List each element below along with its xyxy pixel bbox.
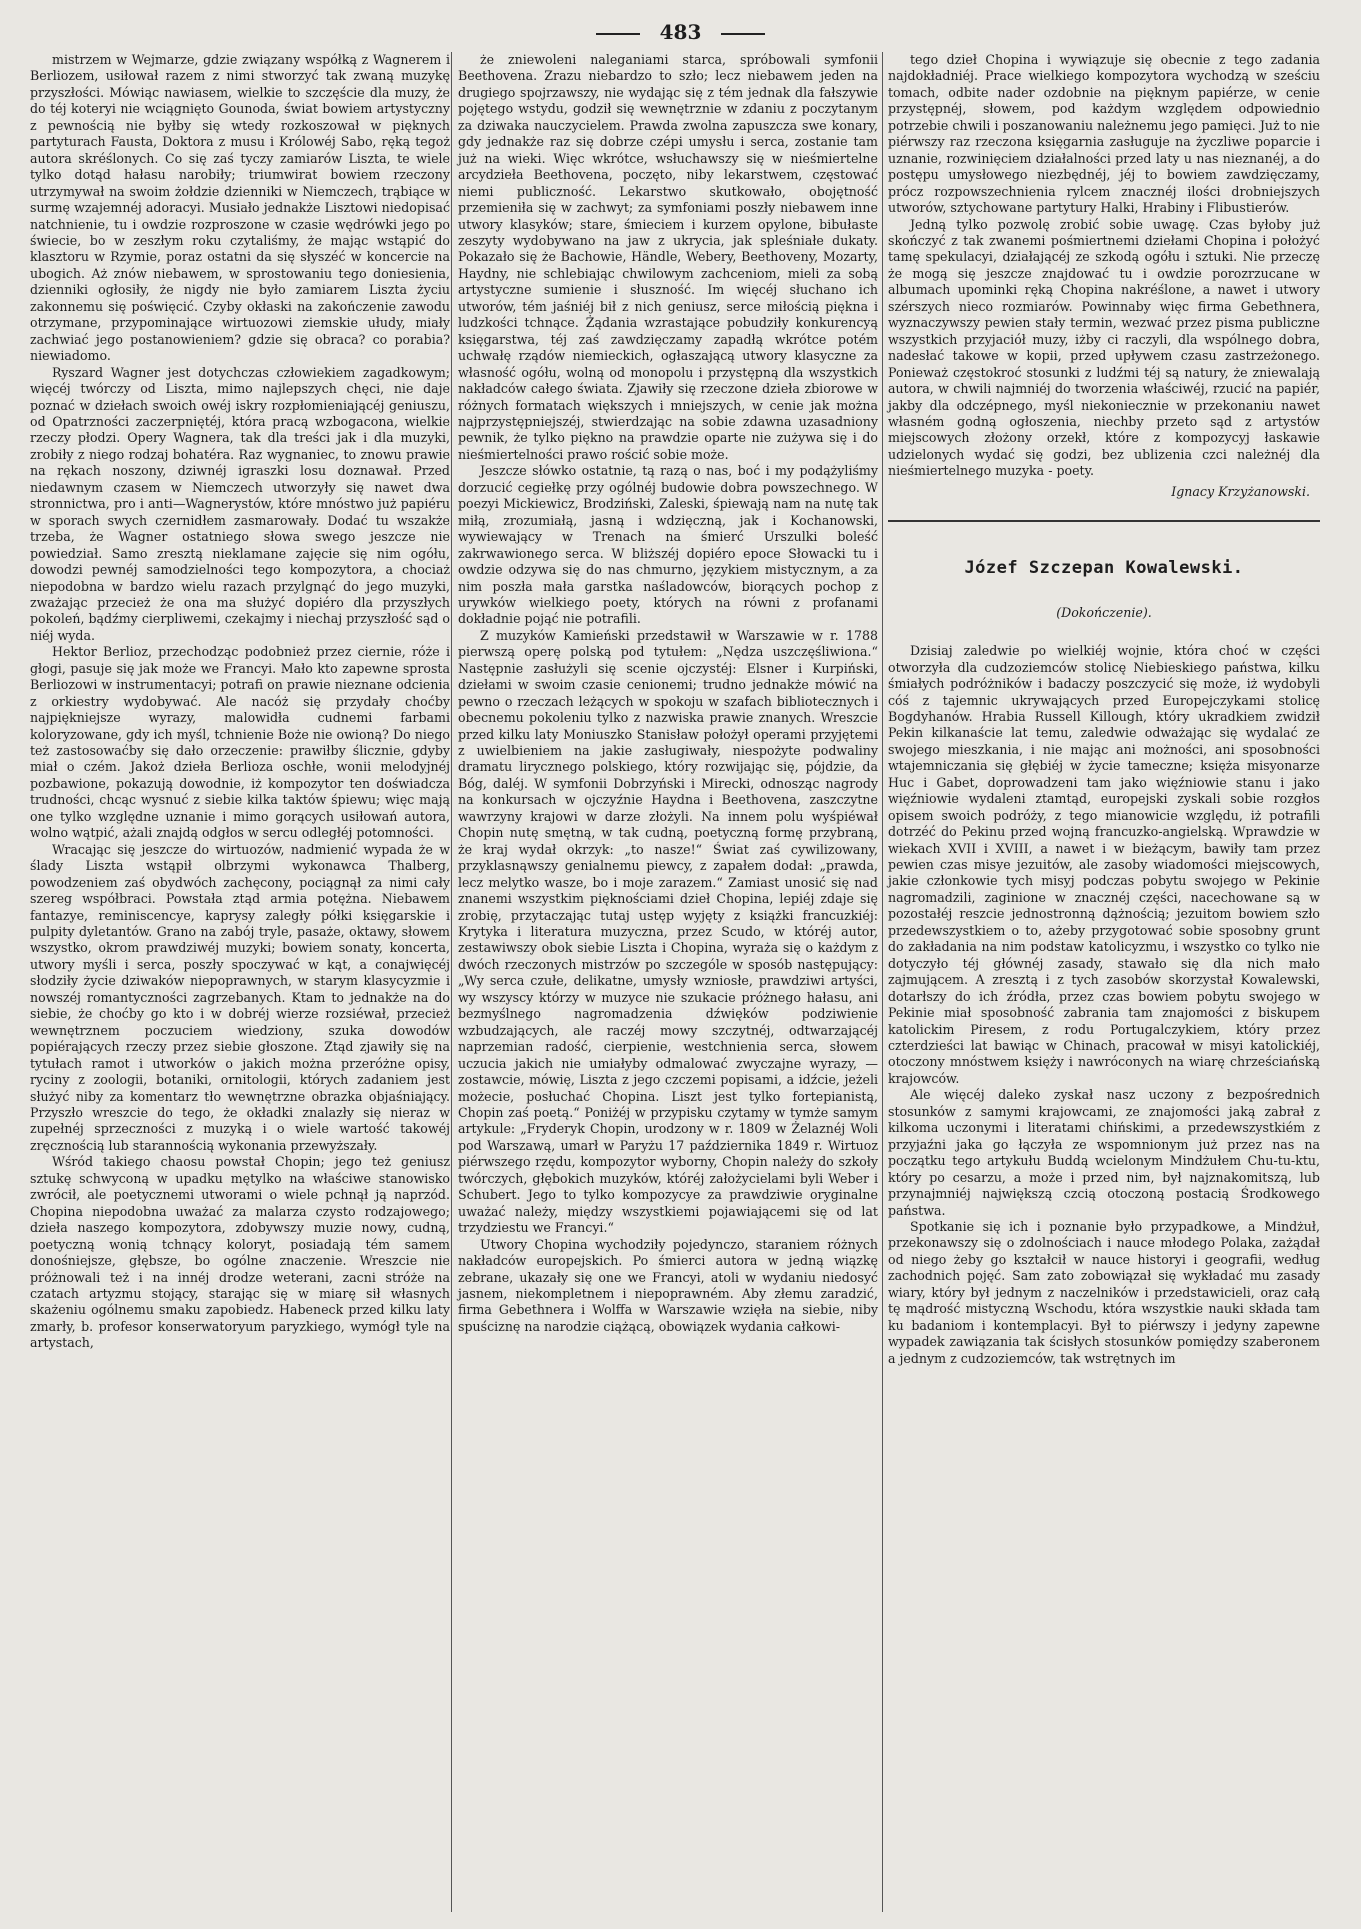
- paragraph: Wśród takiego chaosu powstał Chopin; jego też geniusz sztukę schwyconą w upadku mętylko na właściwe stanowisko zwrócił, ale poetycznemi utworami o wiele pchnął ją naprzód. Chopina niepodobna uważać za malarza czysto rodzajowego; dzieła naszego kompozytora, zdobywszy muzie nowy, cudną, poetyczną wonią tchnący koloryt, posiadają tém samem donośniejsze, głębsze, bo ogólne znaczenie. Wreszcie nie próżnowali też i na innéj drodze weterani, zacni stróże na czatach artyzmu stojący, starając się w miarę sił własnych skażeniu ogólnemu smaku zapobiedz. Habeneck przed kilku laty zmarły, b. profesor konserwatoryum paryzkiego, wymógł tyle na artystach,: [30, 1154, 450, 1351]
- article-subtitle: (Dokończenie).: [1056, 604, 1152, 620]
- paragraph: Ryszard Wagner jest dotychczas człowiekiem zagadkowym; więcéj twórczy od Liszta, mimo najlepszych chęci, nie daje poznać w dziełach swoich owéj iskry rozpłomieniającéj geniuszu, od Opatrzności zaczerpniętéj, która pracą wzbogacona, wielkie rzeczy płodzi. Opery Wagnera, tak dla treści jak i dla muzyki, zrobiły z niego rodzaj bohatéra. Raz wygnaniec, to znowu prawie na rękach noszony, dziwnéj igraszki losu doznawał. Przed niedawnym czasem w Niemczech utworzyły się nawet dwa stronnictwa, pro i anti—Wagnerystów, które mnóstwo już papiéru w sporach swych czernidłem zasmarowały. Dodać tu wszakże trzeba, że Wagner ostatniego słowa swego jeszcze nie powiedział. Samo zresztą nieklamane zajęcie się nim ogółu, dowodzi pewnéj samodzielności tego kompozytora, a chociaż niepodobna w bardzo wielu razach przylgnąć do jego muzyki, zważając przecież że ona ma służyć dopiéro dla przyszłych pokoleń, bądźmy cierpliwemi, czekajmy i niechaj przyszłość sąd o niéj wyda.: [30, 364, 450, 643]
- paragraph: Spotkanie się ich i poznanie było przypadkowe, a Mindżuł, przekonawszy się o zdolnościach i nauce młodego Polaka, zażądał od niego żeby go kształcił w nauce historyi i geografii, według zachodnich pojęć. Sam zato zobowiązał się wykładać mu zasady wiary, który był jednym z naczelników i przedstawicieli, oraz całą tę mądrość mistyczną Wschodu, która wszystkie nauki składa tam ku badaniom i kontemplacyi. Był to piérwszy i jedyny zapewne wypadek zawiązania tak ścisłych stosunków pomiędzy szaberonem a jednym z cudzoziemców, tak wstrętnych im: [888, 1219, 1320, 1366]
- paragraph: Ale więcéj daleko zyskał nasz uczony z bezpośrednich stosunków z samymi krajowcami, ze znajomości jaką zabrał z kilkoma uczonymi i literatami chińskimi, a przedewszystkiém z przyjaźni jaka go łączyła ze wspomnionym już przez nas na początku tego artykułu Buddą wcielonym Mindżułem Chu-tu-ktu, który po cesarzu, a może i przed nim, był najznakomitszą, lub przynajmniéj największą czcią otoczoną postacią Środkowego państwa.: [888, 1087, 1320, 1218]
- column-1: [30, 52, 450, 1352]
- paragraph: Jeszcze słówko ostatnie, tą razą o nas, boć i my podążyliśmy dorzucić cegiełkę przy ogólnéj budowie dobra powszechnego. W poezyi Mickiewicz, Brodziński, Zaleski, śpiewają nam na nutę tak miłą, zrozumiałą, jasną i wdzięczną, jak i Kochanowski, wywiewający w Trenach na śmierć Urszulki boleść zakrwawionego serca. W bliższéj dopiéro epoce Słowacki tu i owdzie odzywa się do nas chmurno, językiem mistycznym, a za nim poszła mała garstka naśladowców, biorących pochop z urywków wielkiego poety, których na równi z profanami dokładnie pojąć nie potrafili.: [458, 463, 878, 627]
- paragraph: Wracając się jeszcze do wirtuozów, nadmienić wypada że w ślady Liszta wstąpił olbrzymi wykonawca Thalberg, powodzeniem zaś obydwóch zachęcony, pociągnął za nimi cały szereg współbraci. Powstała ztąd armia potężna. Niebawem fantazye, reminiscencye, kaprysy zaległy półki księgarskie i pulpity dyletantów. Grano na zabój tryle, pasaże, oktawy, słowem wszystko, okrom prawdziwéj muzyki; bowiem sonaty, koncerta, utwory myśli i serca, poszły spoczywać w kąt, a conajwięcéj słodziły życie dziwaków niepoprawnych, w starym klasycyzmie i nowszéj romantyczności zagrzebanych. Ktam to jednakże na do siebie, że choćby go kto i w dobréj wierze rozsiéwał, przecież wewnętrznem poczuciem wiedziony, szuka dowodów popiérających rzeczy przez siebie głoszone. Ztąd zjawiły się na tytułach ramot i utworków o jakich można przeróżne opisy, ryciny z zoologii, botaniki, ornitologii, których zadaniem jest służyć niby za komentarz tło wewnętrzne obrazka objaśniający. Przyszło wreszcie do tego, że okładki znalazły się nieraz w zupełnéj sprzeczności z muzyką i o wiele wartość takowéj zręcznością lub starannością wykonania przewyższały.: [30, 841, 450, 1153]
- article-title: Józef Szczepan Kowalewski.: [964, 558, 1244, 579]
- paragraph: Utwory Chopina wychodziły pojedynczo, staraniem różnych nakładców europejskich. Po śmierci autora w jedną wiązkę zebrane, ukazały się one we Francyi, atoli w wydaniu niedosyć jasnem, niekompletnem i niepoprawném. Aby złemu zaradzić, firma Gebethnera i Wolffa w Warszawie wzięła na siebie, niby spuściznę na narodzie ciążącą, obowiązek wydania całkowi-: [458, 1236, 878, 1334]
- page-number: [0, 20, 1361, 44]
- column-divider: [451, 52, 452, 1912]
- author-signature: Ignacy Krzyżanowski.: [1171, 483, 1310, 499]
- paragraph: Z muzyków Kamieński przedstawił w Warszawie w r. 1788 pierwszą operę polską pod tytułem: „Nędza uszczęśliwiona.“ Następnie zasłużyli się scenie ojczystéj: Elsner i Kurpiński, dziełami w swoim czasie cenionemi; trudno jednakże mówić na pewno o rzeczach leżących w spokoju w szafach bibliotecznych i obecnemu pokoleniu tylko z nazwiska prawie znanych. Wreszcie przed kilku laty Moniuszko Stanisław położył operami przyjętemi z uwielbieniem na jakie zasługiwały, niespożyte podwaliny dramatu lirycznego polskiego, który rozwijając się, pójdzie, da Bóg, daléj. W symfonii Dobrzyński i Mirecki, odnosząc nagrody na konkursach w ojczyźnie Haydna i Beethovena, zaszczytne wawrzyny krajowi w darze złożyli. Na innem polu wyśpiéwał Chopin nutę smętną, w tak cudną, poetyczną formę przybraną, że kraj wydał okrzyk: „to nasze!“ Świat zaś cywilizowany, przyklasnąwszy genialnemu piewcy, z zapałem dodał: „prawda, lecz melytko wasze, bo i moje zarazem.“ Zamiast unosić się nad znanemi wszystkim pięknościami dzieł Chopina, lepiéj zdaje się zrobię, przytaczając tutaj ustęp wyjęty z książki francuzkiéj: Krytyka i literatura muzyczna, przez Scudo, w któréj autor, zestawiwszy obok siebie Liszta i Chopina, wyraża się o każdym z dwóch rzeczonych mistrzów po szczególe w sposób następujący: „Wy serca czułe, delikatne, umysły wzniosłe, prawdziwi artyści, wy wszyscy którzy w muzyce nie szukacie próżnego hałasu, ani bezmyślnego nagromadzenia dźwięków podziwienie wzbudzających, ale raczéj mowy szczytnéj, odtwarzającéj naprzemian radość, cierpienie, westchnienia serca, słowem uczucia jakich nie umiałyby odmalować zwyczajne wyrazy, — zostawcie, mówię, Liszta z jego czczemi popisami, a idźcie, jeżeli możecie, posłuchać Chopina. Liszt jest tylko fortepianistą, Chopin zaś poetą.“ Poniżéj w przypisku czytamy w tymże samym artykule: „Fryderyk Chopin, urodzony w r. 1809 w Żelaznéj Woli pod Warszawą, umarł w Paryżu 17 października 1849 r. Wirtuoz piérwszego rzędu, kompozytor wyborny, Chopin należy do szkoły twórczych, głębokich muzyków, któréj założycielami byli Weber i Schubert. Jego to tylko kompozycye za prawdziwie oryginalne uważać należy, między wszystkiemi pojawiającemi się od lat trzydziestu we Francyi.“: [458, 627, 878, 1236]
- column-divider: [882, 52, 883, 1912]
- paragraph: Hektor Berlioz, przechodząc podobnież przez ciernie, róże i głogi, pasuje się jak może we Francyi. Mało kto zapewne sprosta Berliozowi w instrumentacyi; potrafi on prawie nieznane odcienia z orkiestry wydobywać. Ale nacóż się przydały choćby najpiękniejsze wyrazy, malowidła cudnemi farbami koloryzowane, gdy ich myśl, tchnienie Boże nie owioną? Do niego też zastosowaćby się dało orzeczenie: prawiłby ślicznie, gdyby miał o czém. Jakoż dzieła Berlioza oschłe, wonii melodyjnéj pozbawione, pokazują dowodnie, iż kompozytor ten doświadcza trudności, chcąc wysnuć z siebie kilka taktów śpiewu; więc mają one tylko względne uznanie i mimo gorących usiłowań autora, wolno wątpić, ażali znajdą odgłos w sercu odległéj potomności.: [30, 644, 450, 841]
- paragraph: Dzisiaj zaledwie po wielkiéj wojnie, która choć w części otworzyła dla cudzoziemców stolicę Niebieskiego państwa, kilku śmiałych podróżników i badaczy poszczycić się może, iż wydobyli cóś z tajemnic ukrywających przed Europejczykami stolicę Bogdyhanów. Hrabia Russell Killough, który ukradkiem zwidził Pekin kilkanaście lat temu, zaledwie odważając się wydalać ze swojego mieszkania, i nie mając ani możności, ani sposobności wtajemniczania się głębiéj w życie tameczne; księża misyonarze Huc i Gabet, doprowadzeni tam jako więźniowie stanu i jako więźniowie wydaleni ztamtąd, europejski zyskali sobie rozgłos opisem swoich podróży, z tego mianowicie względu, iż potrafili dotrzéć do Pekinu przed wojną francuzko-angielską. Wprawdzie w wiekach XVII i XVIII, a nawet i w bieżącym, bawiły tam przez pewien czas misye jezuitów, ale zasoby wiadomości miejscowych, jakie członkowie tych misyj podczas pobytu swojego w Pekinie nagromadzili, zaginione w znacznéj części, nacechowane są w pozostałéj reszcie jednostronną dążnością; jezuitom bowiem szło przedewszystkiem o to, ażeby przygotować sobie sposobny grunt do zakładania na nim podstaw katolicyzmu, i wszystko co tylko nie dotyczyło téj głównéj zasady, stawało się dla nich mało zajmującem. A zresztą i z tych zasobów skorzystał Kowalewski, dotarłszy do ich źródła, przez czas bowiem pobytu swojego w Pekinie miał sposobność zabrania tam znajomości z biskupem katolickim Piresem, z rodu Portugalczykiem, który przez czterdzieści lat bawiąc w Chinach, pracował w misyi katolickiéj, otoczony mnóstwem księży i nawróconych na wiarę chrześciańską krajowców.: [888, 643, 1320, 1086]
- column-2: [458, 52, 878, 1335]
- paragraph: mistrzem w Wejmarze, gdzie związany współką z Wagnerem i Berliozem, usiłował razem z nimi stworzyć tak zwaną muzykę przyszłości. Mówiąc nawiasem, wielkie to szczęście dla muzy, że do téj koteryi nie wciągnięto Gounoda, świat bowiem artystyczny z pewnością nie byłby się wtedy rozkoszował w pięknych partyturach Fausta, Doktora z musu i Królowéj Sabo, ręką tegoż autora skréślonych. Co się zaś tyczy zamiarów Liszta, te wiele tylko dotąd hałasu narobiły; triumwirat bowiem rzeczony utrzymywał na swoim żołdzie dzienniki w Niemczech, trąbiące w surmę wzajemnéj adoracyi. Musiało jednakże Lisztowi niedopisać natchnienie, tu i owdzie rozproszone w czasie wędrówki jego po świecie, bo w zeszłym roku czytaliśmy, że mając wstąpić do klasztoru w Rzymie, poraz ostatni da się słyszéć w koncercie na ubogich. Aż znów niebawem, w sprostowaniu tego doniesienia, dzienniki ogłosiły, że nigdy nie było zamiarem Liszta życiu zakonnemu się poświęcić. Czyby okłaski na zakończenie zawodu otrzymane, przypominające wirtuozowi ziemskie ułudy, miały zachwiać jego postanowieniem? gdzie się obraca? co porabia? niewiadomo.: [30, 52, 450, 364]
- section-divider: [888, 520, 1320, 522]
- paragraph: tego dzieł Chopina i wywiązuje się obecnie z tego zadania najdokładniéj. Prace wielkiego kompozytora wychodzą w sześciu tomach, odbite nader ozdobnie na pięknym papiérze, w cenie przystępnéj, słowem, pod każdym względem odpowiednio potrzebie chwili i poszanowaniu należnemu jego pamięci. Już to nie piérwszy raz rzeczona księgarnia zasługuje na życzliwe poparcie i uznanie, rozwinięciem działalności przed laty u nas nieznanéj, a do postępu umysłowego niezbędnéj, jéj to bowiem zawdzięczamy, prócz rozpowszechnienia rylcem znacznéj ilości drobniejszych utworów, sztychowane partytury Halki, Hrabiny i Flibustierów.: [888, 52, 1320, 216]
- column-3: [888, 52, 1320, 1367]
- paragraph: że zniewoleni naleganiami starca, spróbowali symfonii Beethovena. Zrazu niebardzo to szło; lecz niebawem jeden na drugiego spojrzawszy, nie wydając się z tém jednak dla fałszywie pojętego wstydu, godził się wewnętrznie w zdaniu z poczytanym za dziwaka nauczycielem. Prawda zwolna zapuszcza swe konary, gdy jednakże raz się dobrze czépi umysłu i serca, zostanie tam już na wieki. Więc wkrótce, wsłuchawszy się w nieśmiertelne arcydzieła Beethovena, poczęto, niby lekarstwem, częstować niemi publiczność. Lekarstwo skutkowało, obojętność przemieniła się w zachwyt; za symfoniami poszły niebawem inne utwory klasyków; stare, śmieciem i kurzem opylone, bibułaste zeszyty wydobywano na jaw z ukrycia, jak spleśniałe dukaty. Pokazało się że Bachowie, Händle, Webery, Beethoveny, Mozarty, Haydny, nie schlebiając chwilowym zachceniom, mieli za sobą artystyczne sumienie i słuszność. Im więcéj słuchano ich utworów, tém jaśniéj bił z nich geniusz, serce miłością piękna i ludzkości tchnące. Żądania wzrastające pobudziły konkurencyą księgarstwa, téj zaś zawdzięczamy zapadłą wkrótce potém uchwałę rządów niemieckich, ogłaszającą utwory klasyczne za własność ogółu, wolną od monopolu i przystępną dla wszystkich nakładców całego świata. Zjawiły się rzeczone dzieła zbiorowe w różnych formatach większych i mniejszych, w cenie jak można najprzystępniejszéj, stwierdzając na sobie zdawna uzasadniony pewnik, że tylko piękno na prawdzie oparte nie zużywa się i do nieśmiertelności prawo rościć sobie może.: [458, 52, 878, 462]
- paragraph: Jedną tylko pozwolę zrobić sobie uwagę. Czas byłoby już skończyć z tak zwanemi pośmiertnemi dziełami Chopina i położyć tamę spekulacyi, działającéj ze szkodą ogółu i sztuki. Nie przeczę że mogą się jeszcze znajdować tu i owdzie porozrzucane w albumach upominki ręką Chopina nakréślone, a nawet i utwory szérszych nieco rozmiarów. Powinnaby więc firma Gebethnera, wyznaczywszy pewien stały termin, wezwać przez pisma publiczne wszystkich przyjaciół muzy, iżby ci raczyli, dla wspólnego dobra, nadesłać takowe w kopii, przed upływem czasu zastrzeżonego. Ponieważ częstokroć stosunki z ludźmi téj są natury, że zniewalają autora, w chwili najmniéj do tworzenia właściwéj, rzucić na papiér, jakby dla odczépnego, myśl niekoniecznie w przekonaniu nawet własném godną ogłoszenia, niechby przeto sąd z artystów miejscowych złożony orzekł, które z kompozycyj łaskawie udzielonych wydać się godzi, bez ublizenia czci należnéj dla nieśmiertelnego muzyka - poety.: [888, 216, 1320, 479]
- page-number-text: 483: [659, 20, 702, 44]
